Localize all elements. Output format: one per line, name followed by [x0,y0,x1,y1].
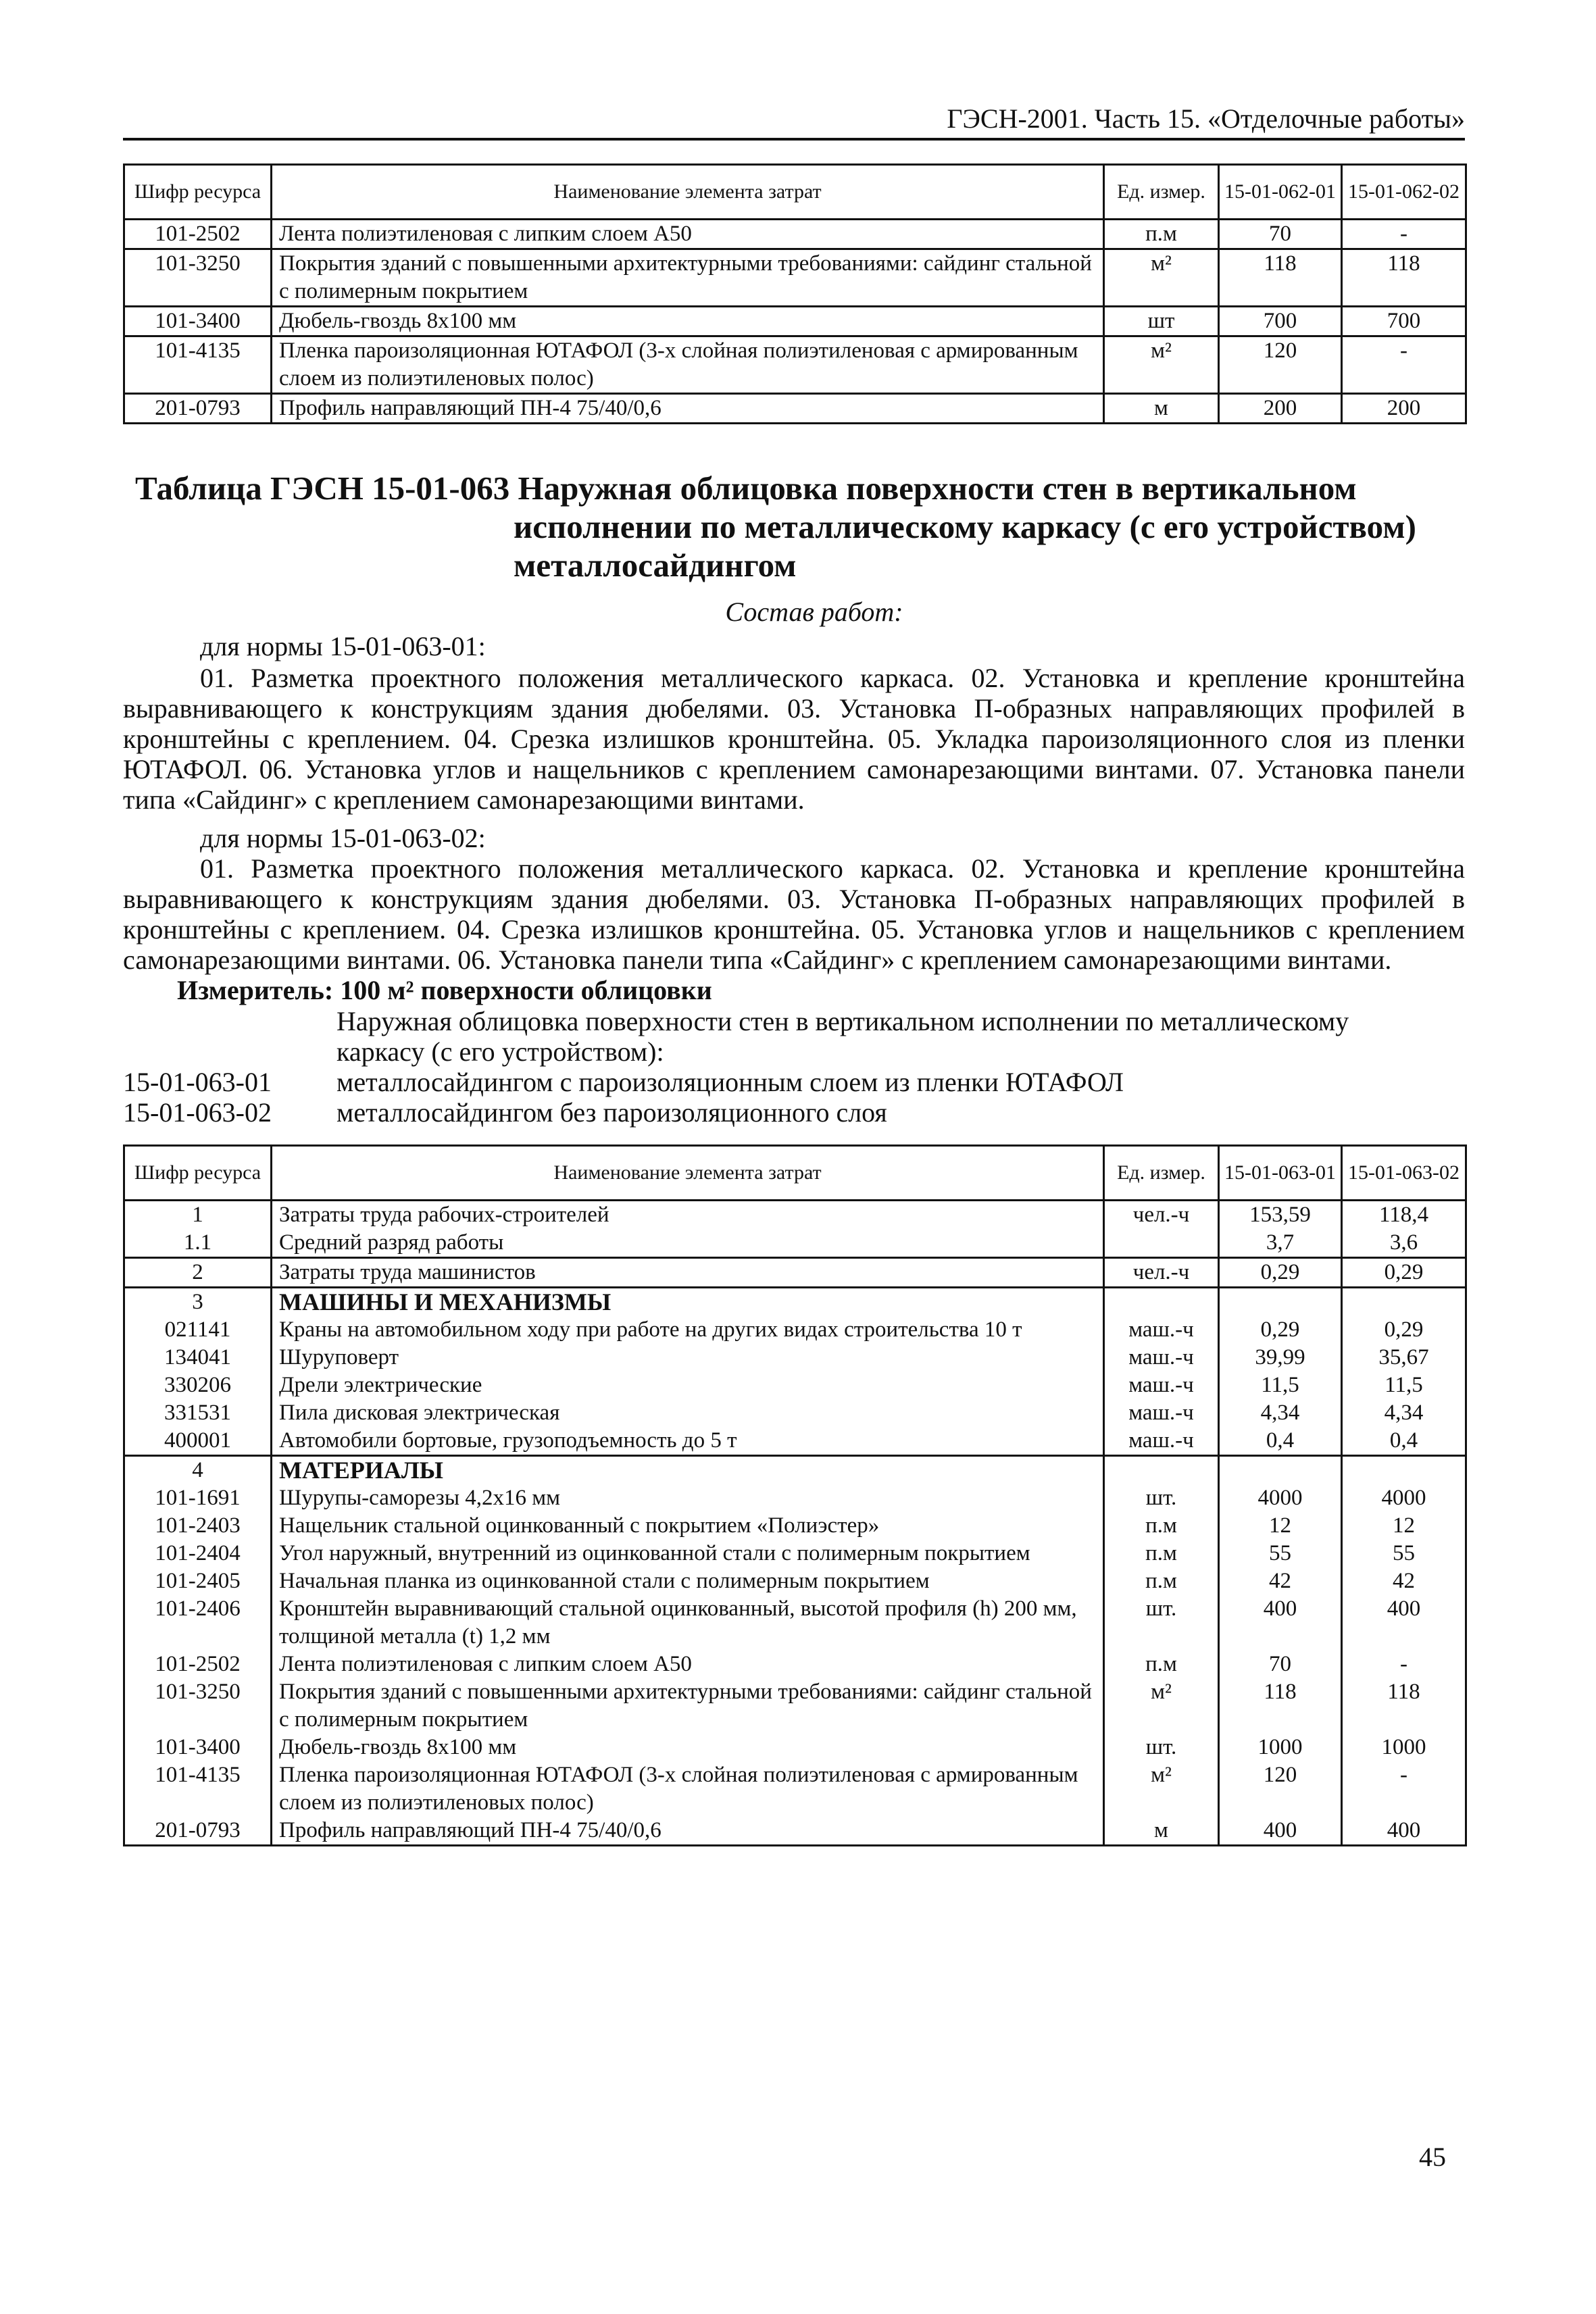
variant-text: металлосайдингом без пароизоляционного слоя [336,1097,887,1128]
cell-unit [1104,1456,1219,1485]
table-row [124,1427,1466,1456]
cell-name: Профиль направляющий ПН-4 75/40/0,6 [272,1817,1104,1846]
column-header-norm-2: 15-01-063-02 [1342,1146,1466,1201]
table-row [124,1817,1466,1846]
cell-name: Средний разряд работы [272,1229,1104,1258]
cell-norm-1: 400 [1219,1595,1342,1651]
works-list-01: 01. Разметка проектного положения металлического каркаса. 02. Установка и крепление кронштейна выравнивающего к конструкциям здания дюбелями. 03. Установка П-образных направляющих профилей в кронштейны с креплением. 04. Срезка излишков кронштейна. 05. Укладка пароизоляционного слоя из пленки ЮТАФОЛ. 06. Установка углов и нащельников с креплением самонарезающими винтами. 07. Установка панели типа «Сайдинг» с креплением самонарезающими винтами. [123,663,1465,815]
table-row [124,1399,1466,1427]
norm-label-02: для нормы 15-01-063-02: [200,823,486,853]
cell-name: Начальная планка из оцинкованной стали с полимерным покрытием [272,1567,1104,1595]
cell-norm-1: 4000 [1219,1484,1342,1512]
cell-code: 330206 [124,1372,272,1399]
cell-code: 101-3400 [124,307,272,336]
table-body [124,1201,1466,1846]
cell-norm-2: 118 [1342,1678,1466,1734]
cell-code: 101-2502 [124,220,272,249]
column-header-unit: Ед. измер. [1104,165,1219,220]
table-row [124,1316,1466,1344]
cell-name: Пила дисковая электрическая [272,1399,1104,1427]
cell-norm-1: 39,99 [1219,1344,1342,1372]
table-row [124,1595,1466,1651]
table-row [124,1288,1466,1317]
cell-norm-2: - [1342,1651,1466,1678]
cell-code: 101-2404 [124,1540,272,1567]
cell-unit: м² [1104,249,1219,307]
cell-code: 134041 [124,1344,272,1372]
cell-norm-1: 0,29 [1219,1258,1342,1288]
cell-unit: п.м [1104,1567,1219,1595]
cell-unit: п.м [1104,1512,1219,1540]
table-row [124,1229,1466,1258]
cell-name: Пленка пароизоляционная ЮТАФОЛ (3-х слойная полиэтиленовая с армированным слоем из полиэтиленовых полос) [272,336,1104,394]
table-row [124,336,1466,394]
table-row [124,1761,1466,1817]
cell-unit [1104,1229,1219,1258]
column-header-norm-1: 15-01-063-01 [1219,1146,1342,1201]
table-row [124,220,1466,249]
cell-name: Шуруповерт [272,1344,1104,1372]
cell-unit: маш.-ч [1104,1399,1219,1427]
cell-unit: п.м [1104,1651,1219,1678]
cell-code: 400001 [124,1427,272,1456]
table-row [124,1484,1466,1512]
cell-name: Шурупы-саморезы 4,2х16 мм [272,1484,1104,1512]
meter-line: Измеритель: 100 м² поверхности облицовки [177,975,712,1005]
cell-norm-2 [1342,1288,1466,1317]
table-header-row [124,165,1466,220]
cell-norm-1: 42 [1219,1567,1342,1595]
cell-norm-2: 35,67 [1342,1344,1466,1372]
composition-heading: Состав работ: [725,597,903,627]
table-title-line-1: Таблица ГЭСН 15-01-063 Наружная облицовка поверхности стен в вертикальном [135,470,1357,507]
cell-norm-1: 70 [1219,220,1342,249]
cell-code: 101-3250 [124,249,272,307]
table-row [124,1678,1466,1734]
cell-norm-1: 118 [1219,1678,1342,1734]
cell-name: Пленка пароизоляционная ЮТАФОЛ (3-х слойная полиэтиленовая с армированным слоем из полиэтиленовых полос) [272,1761,1104,1817]
cell-norm-1: 700 [1219,307,1342,336]
cell-name: Покрытия зданий с повышенными архитектурными требованиями: сайдинг стальной с полимерным покрытием [272,1678,1104,1734]
table-row [124,1512,1466,1540]
cell-unit: м² [1104,1678,1219,1734]
cell-norm-2: 0,29 [1342,1316,1466,1344]
cell-norm-2: 0,29 [1342,1258,1466,1288]
cell-unit: м² [1104,336,1219,394]
cell-norm-2: 11,5 [1342,1372,1466,1399]
cell-norm-2: 0,4 [1342,1427,1466,1456]
table-body [124,220,1466,424]
cell-unit: м [1104,1817,1219,1846]
column-header-name: Наименование элемента затрат [272,165,1104,220]
cell-norm-1: 70 [1219,1651,1342,1678]
cell-code: 4 [124,1456,272,1485]
cell-unit: маш.-ч [1104,1316,1219,1344]
cell-name: Лента полиэтиленовая с липким слоем А50 [272,220,1104,249]
cell-code: 331531 [124,1399,272,1427]
cell-norm-1: 4,34 [1219,1399,1342,1427]
cell-code: 101-2405 [124,1567,272,1595]
cell-code: 101-2403 [124,1512,272,1540]
cell-norm-1 [1219,1456,1342,1485]
table-row [124,1201,1466,1230]
resource-table-062 [123,164,1467,424]
cell-norm-1: 12 [1219,1512,1342,1540]
cell-norm-1: 118 [1219,249,1342,307]
cell-norm-2: 4000 [1342,1484,1466,1512]
column-header-name: Наименование элемента затрат [272,1146,1104,1201]
table-title [135,469,1453,584]
cell-code: 101-2406 [124,1595,272,1651]
cell-norm-2: 118,4 [1342,1201,1466,1230]
variant-row [123,1097,887,1128]
cell-name: Затраты труда машинистов [272,1258,1104,1288]
cell-name: Автомобили бортовые, грузоподъемность до 5 т [272,1427,1104,1456]
variant-code: 15-01-063-02 [123,1097,272,1128]
cell-code: 3 [124,1288,272,1317]
table-title-line-2: исполнении по металлическому каркасу (с его устройством) металлосайдингом [514,508,1416,584]
cell-code: 101-2502 [124,1651,272,1678]
cell-code: 201-0793 [124,1817,272,1846]
cell-code: 101-4135 [124,1761,272,1817]
variant-code: 15-01-063-01 [123,1067,272,1097]
cell-norm-2: 700 [1342,307,1466,336]
norm-description: Наружная облицовка поверхности стен в вертикальном исполнении по металлическому каркасу (с его устройством): [336,1006,1349,1067]
cell-name: МАТЕРИАЛЫ [272,1456,1104,1485]
column-header-code: Шифр ресурса [124,165,272,220]
cell-code: 2 [124,1258,272,1288]
cell-name: Краны на автомобильном ходу при работе на других видах строительства 10 т [272,1316,1104,1344]
cell-norm-1: 400 [1219,1817,1342,1846]
cell-unit: м² [1104,1761,1219,1817]
table-row [124,1734,1466,1761]
table-row [124,1651,1466,1678]
cell-norm-2: 55 [1342,1540,1466,1567]
table-row [124,307,1466,336]
cell-unit: шт. [1104,1595,1219,1651]
table-row [124,1456,1466,1485]
cell-unit: маш.-ч [1104,1427,1219,1456]
cell-norm-2: - [1342,220,1466,249]
table-row [124,1567,1466,1595]
table-row [124,1372,1466,1399]
cell-code: 101-3400 [124,1734,272,1761]
cell-unit [1104,1288,1219,1317]
cell-unit: п.м [1104,1540,1219,1567]
cell-norm-1: 3,7 [1219,1229,1342,1258]
cell-code: 1.1 [124,1229,272,1258]
column-header-norm-1: 15-01-062-01 [1219,165,1342,220]
cell-name: Угол наружный, внутренний из оцинкованной стали с полимерным покрытием [272,1540,1104,1567]
cell-name: Дрели электрические [272,1372,1104,1399]
column-header-unit: Ед. измер. [1104,1146,1219,1201]
cell-name: Дюбель-гвоздь 8х100 мм [272,1734,1104,1761]
cell-norm-2: 4,34 [1342,1399,1466,1427]
cell-code: 101-3250 [124,1678,272,1734]
cell-norm-1 [1219,1288,1342,1317]
cell-norm-1: 120 [1219,1761,1342,1817]
variant-row [123,1067,1124,1097]
cell-name: Лента полиэтиленовая с липким слоем А50 [272,1651,1104,1678]
cell-unit: шт [1104,307,1219,336]
cell-unit: чел.-ч [1104,1258,1219,1288]
cell-norm-1: 153,59 [1219,1201,1342,1230]
cell-name: Кронштейн выравнивающий стальной оцинкованный, высотой профиля (h) 200 мм, толщиной металла (t) 1,2 мм [272,1595,1104,1651]
cell-code: 1 [124,1201,272,1230]
cell-norm-1: 55 [1219,1540,1342,1567]
cell-name: Нащельник стальной оцинкованный с покрытием «Полиэстер» [272,1512,1104,1540]
page-number: 45 [1419,2142,1446,2172]
cell-norm-1: 0,4 [1219,1427,1342,1456]
cell-norm-1: 200 [1219,394,1342,424]
table-row [124,394,1466,424]
table-row [124,1258,1466,1288]
cell-norm-2: 42 [1342,1567,1466,1595]
cell-norm-1: 11,5 [1219,1372,1342,1399]
works-list-02: 01. Разметка проектного положения металлического каркаса. 02. Установка и крепление кронштейна выравнивающего к конструкциям здания дюбелями. 03. Установка П-образных направляющих профилей в кронштейны с креплением. 04. Срезка излишков кронштейна. 05. Установка углов и нащельников с креплением самонарезающими винтами. 06. Установка панели типа «Сайдинг» с креплением самонарезающими винтами. [123,853,1465,975]
cell-name: Дюбель-гвоздь 8х100 мм [272,307,1104,336]
resource-table-063 [123,1145,1467,1846]
cell-code: 101-4135 [124,336,272,394]
cell-name: Профиль направляющий ПН-4 75/40/0,6 [272,394,1104,424]
table-header-row [124,1146,1466,1201]
cell-norm-2: - [1342,336,1466,394]
cell-name: Покрытия зданий с повышенными архитектурными требованиями: сайдинг стальной с полимерным покрытием [272,249,1104,307]
variant-text: металлосайдингом с пароизоляционным слоем из пленки ЮТАФОЛ [336,1067,1124,1097]
cell-norm-2: - [1342,1761,1466,1817]
cell-unit: п.м [1104,220,1219,249]
table-row [124,1344,1466,1372]
cell-norm-1: 0,29 [1219,1316,1342,1344]
table-row [124,249,1466,307]
column-header-code: Шифр ресурса [124,1146,272,1201]
cell-unit: шт. [1104,1734,1219,1761]
cell-unit: чел.-ч [1104,1201,1219,1230]
cell-norm-2: 118 [1342,249,1466,307]
cell-norm-2 [1342,1456,1466,1485]
cell-norm-2: 1000 [1342,1734,1466,1761]
cell-norm-2: 3,6 [1342,1229,1466,1258]
cell-norm-2: 12 [1342,1512,1466,1540]
cell-unit: м [1104,394,1219,424]
table-row [124,1540,1466,1567]
cell-unit: шт. [1104,1484,1219,1512]
column-header-norm-2: 15-01-062-02 [1342,165,1466,220]
cell-code: 101-1691 [124,1484,272,1512]
cell-norm-1: 120 [1219,336,1342,394]
cell-norm-2: 400 [1342,1595,1466,1651]
cell-norm-2: 400 [1342,1817,1466,1846]
cell-name: Затраты труда рабочих-строителей [272,1201,1104,1230]
cell-unit: маш.-ч [1104,1344,1219,1372]
cell-code: 201-0793 [124,394,272,424]
norm-label-01: для нормы 15-01-063-01: [200,631,486,661]
cell-name: МАШИНЫ И МЕХАНИЗМЫ [272,1288,1104,1317]
cell-norm-1: 1000 [1219,1734,1342,1761]
cell-unit: маш.-ч [1104,1372,1219,1399]
cell-norm-2: 200 [1342,394,1466,424]
running-header: ГЭСН-2001. Часть 15. «Отделочные работы» [123,100,1465,141]
cell-code: 021141 [124,1316,272,1344]
